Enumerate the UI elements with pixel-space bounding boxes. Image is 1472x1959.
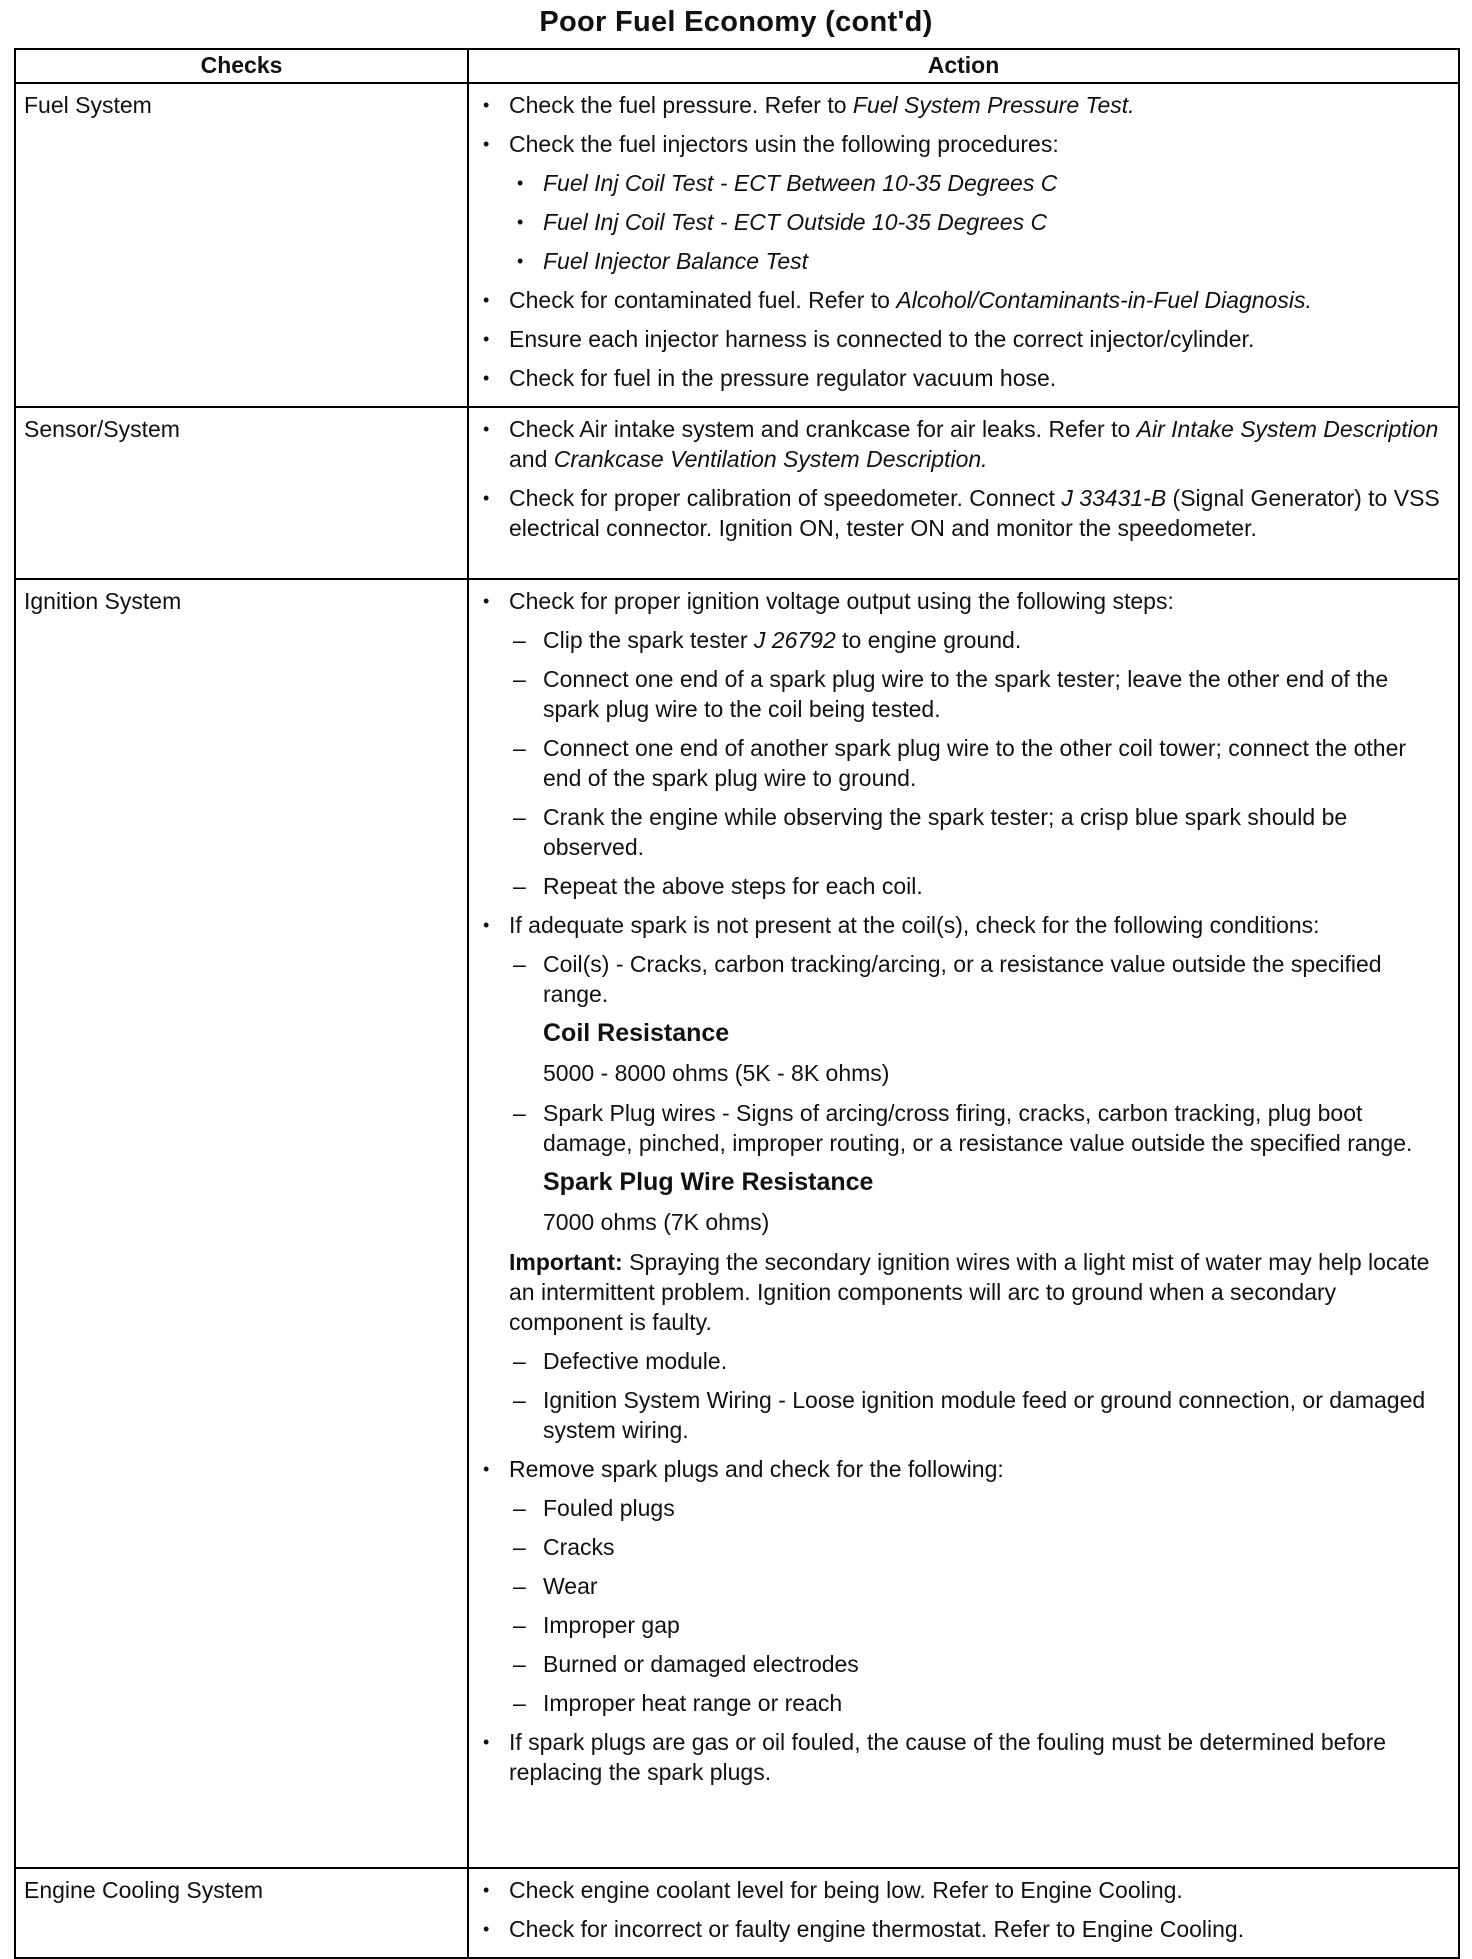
- list-item: • Ensure each injector harness is connected to the correct injector/cylinder.: [509, 324, 1448, 354]
- list-item: • Check engine coolant level for being low. Refer to Engine Cooling.: [509, 1875, 1448, 1905]
- table-row-engine-cooling-system: [15, 1868, 1459, 1958]
- list-item: • Check for proper ignition voltage output using the following steps:: [509, 586, 1448, 616]
- table-row-fuel-system: [15, 83, 1459, 407]
- tool-number: J 33431-B: [1061, 485, 1167, 511]
- action-sensor-system: [468, 407, 1459, 579]
- list-item: – Coil(s) - Cracks, carbon tracking/arcing, or a resistance value outside the specified range.: [543, 949, 1448, 1009]
- check-sensor-system: Sensor/System: [15, 407, 468, 579]
- list-item: • Fuel Inj Coil Test - ECT Outside 10-35 Degrees C: [543, 207, 1448, 237]
- list-item: – Connect one end of another spark plug wire to the other coil tower; connect the other end of the spark plug wire to ground.: [543, 733, 1448, 793]
- list-item: – Repeat the above steps for each coil.: [543, 871, 1448, 901]
- check-ignition-system: Ignition System: [15, 579, 468, 1868]
- list-item: – Ignition System Wiring - Loose ignition module feed or ground connection, or damaged system wiring.: [543, 1385, 1448, 1445]
- action-engine-cooling-system: [468, 1868, 1459, 1958]
- list-item: • Fuel Injector Balance Test: [543, 246, 1448, 276]
- list-item: • If adequate spark is not present at the coil(s), check for the following conditions:: [509, 910, 1448, 940]
- list-item: • Check for incorrect or faulty engine thermostat. Refer to Engine Cooling.: [509, 1914, 1448, 1944]
- spec-label: Coil Resistance: [543, 1019, 730, 1047]
- check-engine-cooling-system: Engine Cooling System: [15, 1868, 468, 1958]
- action-fuel-system: [468, 83, 1459, 407]
- list-item: • If spark plugs are gas or oil fouled, the cause of the fouling must be determined before replacing the spark plugs.: [509, 1727, 1448, 1787]
- action-ignition-system: [468, 579, 1459, 1868]
- list-item: – Crank the engine while observing the spark tester; a crisp blue spark should be observed.: [543, 802, 1448, 862]
- list-item: • Check Air intake system and crankcase for air leaks. Refer to Air Intake System Description and Crankcase Ventilation System Description.: [509, 414, 1448, 474]
- spec-value: 5000 - 8000 ohms (5K - 8K ohms): [543, 1060, 890, 1086]
- list-item: • Check the fuel pressure. Refer to Fuel System Pressure Test.: [509, 90, 1448, 120]
- header-action: Action: [468, 49, 1459, 83]
- list-item: • Check for fuel in the pressure regulator vacuum hose.: [509, 363, 1448, 393]
- tool-number: J 26792: [753, 627, 836, 653]
- spec-value: 7000 ohms (7K ohms): [543, 1209, 770, 1235]
- list-item: – Wear: [543, 1571, 1448, 1601]
- list-item: – Improper gap: [543, 1610, 1448, 1640]
- list-item: – Clip the spark tester J 26792 to engine ground.: [543, 625, 1448, 655]
- list-item: • Remove spark plugs and check for the following:: [509, 1454, 1448, 1484]
- table-row-sensor-system: [15, 407, 1459, 579]
- reference-link: Fuel System Pressure Test.: [852, 92, 1135, 118]
- header-row: [15, 49, 1459, 83]
- list-item: • Check for contaminated fuel. Refer to Alcohol/Contaminants-in-Fuel Diagnosis.: [509, 285, 1448, 315]
- spec-label: Spark Plug Wire Resistance: [543, 1168, 874, 1196]
- list-item: – Spark Plug wires - Signs of arcing/cross firing, cracks, carbon tracking, plug boot damage, pinched, improper routing, or a resistance value outside the specified range.: [543, 1098, 1448, 1158]
- list-item: • Check for proper calibration of speedometer. Connect J 33431-B (Signal Generator) to VSS electrical connector. Ignition ON, tester ON and monitor the speedometer.: [509, 483, 1448, 543]
- page-title: Poor Fuel Economy (cont'd): [539, 6, 933, 38]
- header-checks: Checks: [15, 49, 468, 83]
- list-item: – Improper heat range or reach: [543, 1688, 1448, 1718]
- important-note: Important: Spraying the secondary ignition wires with a light mist of water may help locate an intermittent problem. Ignition components will arc to ground when a secondary component is faulty.: [509, 1249, 1430, 1335]
- diagnosis-table: [14, 48, 1460, 1959]
- list-item: – Burned or damaged electrodes: [543, 1649, 1448, 1679]
- list-item: – Fouled plugs: [543, 1493, 1448, 1523]
- table-row-ignition-system: [15, 579, 1459, 1868]
- list-item: • Check the fuel injectors usin the following procedures:: [509, 129, 1448, 159]
- list-item: • Fuel Inj Coil Test - ECT Between 10-35 Degrees C: [543, 168, 1448, 198]
- check-fuel-system: Fuel System: [15, 83, 468, 407]
- list-item: – Cracks: [543, 1532, 1448, 1562]
- list-item: – Connect one end of a spark plug wire to the spark tester; leave the other end of the spark plug wire to the coil being tested.: [543, 664, 1448, 724]
- reference-link: Alcohol/Contaminants-in-Fuel Diagnosis.: [896, 287, 1312, 313]
- list-item: – Defective module.: [543, 1346, 1448, 1376]
